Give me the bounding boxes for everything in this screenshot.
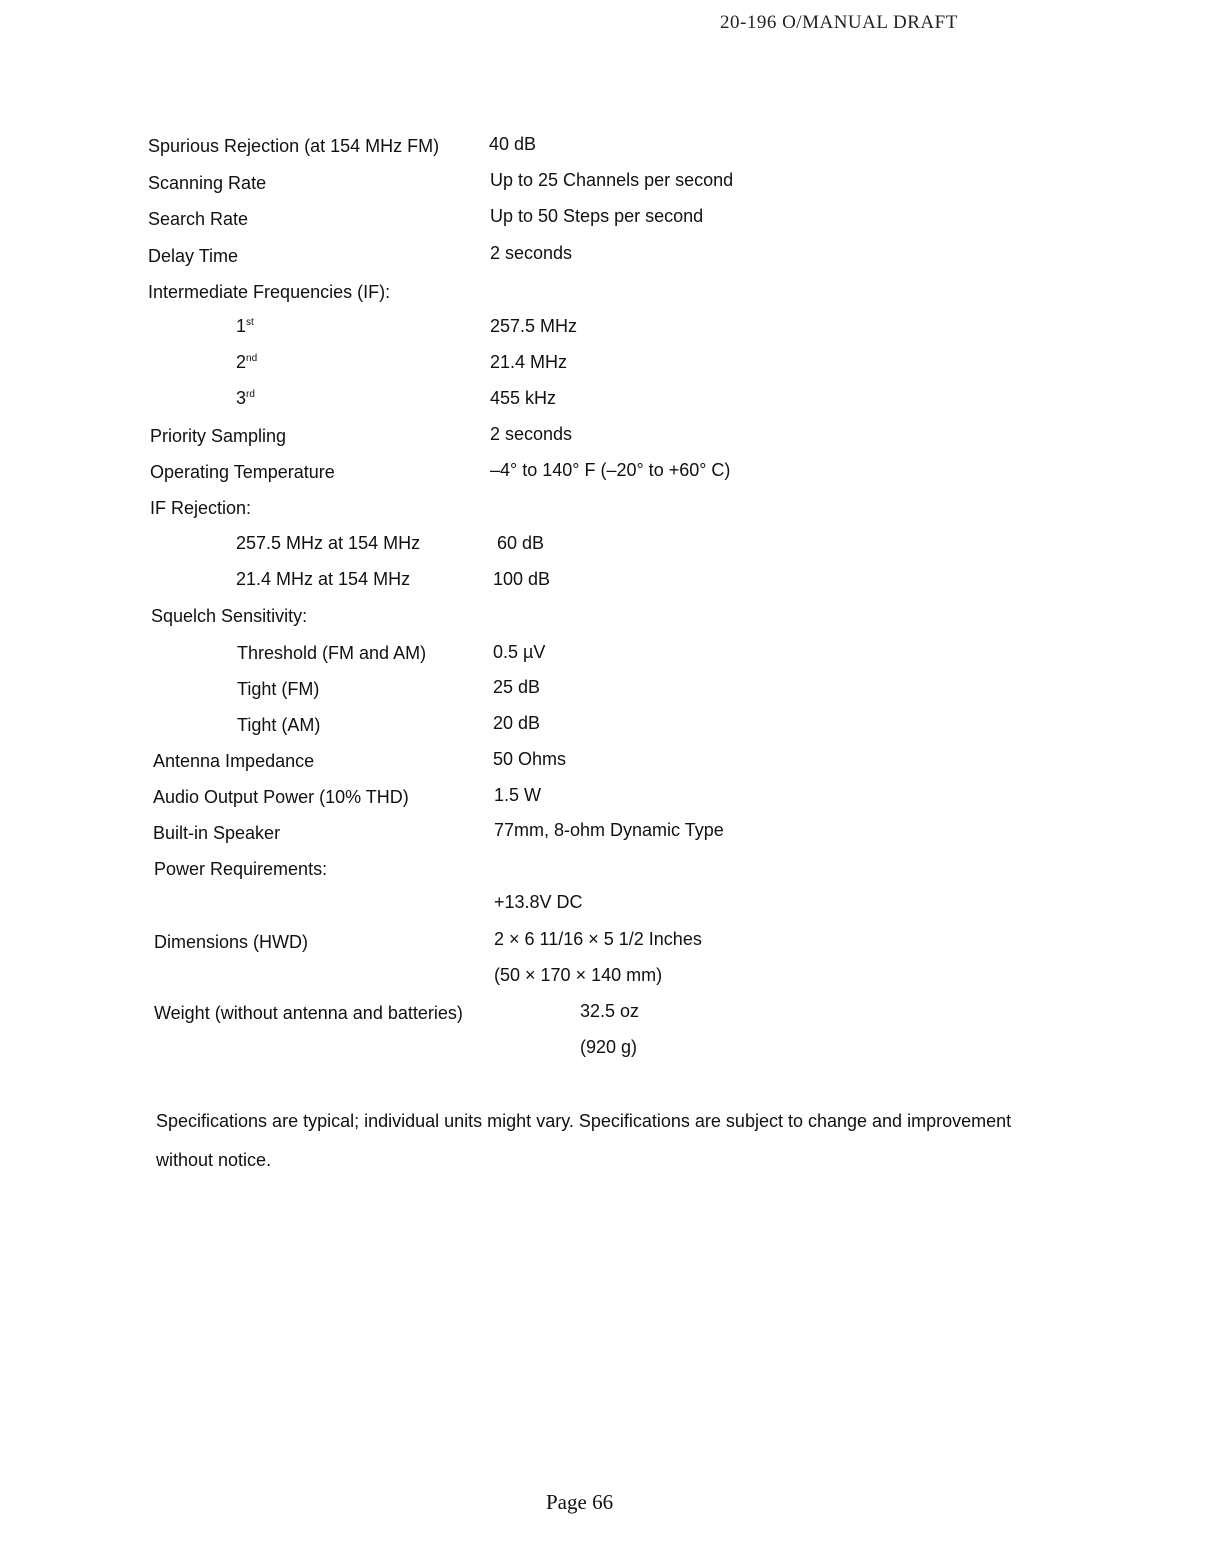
antenna-impedance-value: 50 Ohms — [493, 749, 567, 769]
dimensions-mm-value: (50 × 170 × 140 mm) — [494, 965, 663, 985]
audio-output-value: 1.5 W — [494, 785, 542, 805]
dimensions-inches-value: 2 × 6 11/16 × 5 1/2 Inches — [494, 929, 702, 949]
if-rejection-b-label: 21.4 MHz at 154 MHz — [236, 569, 411, 589]
squelch-tight-fm-value: 25 dB — [493, 677, 541, 697]
operating-temperature-value: –4° to 140° F (–20° to +60° C) — [490, 460, 731, 480]
if-second-value: 21.4 MHz — [490, 352, 568, 372]
speaker-value: 77mm, 8-ohm Dynamic Type — [494, 820, 724, 840]
squelch-tight-am-value: 20 dB — [493, 713, 541, 733]
weight-oz-value: 32.5 oz — [580, 1001, 640, 1021]
priority-sampling-label: Priority Sampling — [150, 426, 287, 446]
if-first-value: 257.5 MHz — [490, 316, 578, 336]
if-rejection-b-value: 100 dB — [493, 569, 551, 589]
squelch-sensitivity-label: Squelch Sensitivity: — [151, 606, 308, 626]
if-third-value: 455 kHz — [490, 388, 557, 408]
search-rate-label: Search Rate — [148, 209, 249, 229]
document-header: 20-196 O/MANUAL DRAFT — [720, 12, 958, 33]
specifications-note: Specifications are typical; individual units might vary. Specifications are subject to change and improvement without notice. — [156, 1111, 1012, 1170]
if-rejection-label: IF Rejection: — [150, 498, 252, 518]
delay-time-label: Delay Time — [148, 246, 239, 266]
spurious-rejection-value: 40 dB — [489, 134, 537, 154]
if-first-label: 1st — [236, 316, 254, 336]
power-requirements-value: +13.8V DC — [494, 892, 583, 912]
intermediate-frequencies-label: Intermediate Frequencies (IF): — [148, 282, 391, 302]
delay-time-value: 2 seconds — [490, 243, 573, 263]
antenna-impedance-label: Antenna Impedance — [153, 751, 315, 771]
squelch-threshold-value: 0.5 µV — [493, 642, 546, 662]
operating-temperature-label: Operating Temperature — [150, 462, 335, 482]
if-rejection-a-value: 60 dB — [497, 533, 545, 553]
weight-label: Weight (without antenna and batteries) — [154, 1003, 463, 1023]
priority-sampling-value: 2 seconds — [490, 424, 573, 444]
squelch-threshold-label: Threshold (FM and AM) — [237, 643, 427, 663]
if-third-label: 3rd — [236, 388, 255, 408]
spurious-rejection-label: Spurious Rejection (at 154 MHz FM) — [148, 136, 440, 156]
squelch-tight-fm-label: Tight (FM) — [237, 679, 320, 699]
scanning-rate-value: Up to 25 Channels per second — [490, 170, 734, 190]
speaker-label: Built-in Speaker — [153, 823, 281, 843]
page-number: Page 66 — [546, 1490, 614, 1514]
power-requirements-label: Power Requirements: — [154, 859, 328, 879]
if-second-label: 2nd — [236, 352, 258, 372]
squelch-tight-am-label: Tight (AM) — [237, 715, 321, 735]
search-rate-value: Up to 50 Steps per second — [490, 206, 704, 226]
weight-g-value: (920 g) — [580, 1037, 638, 1057]
scanning-rate-label: Scanning Rate — [148, 173, 267, 193]
audio-output-label: Audio Output Power (10% THD) — [153, 787, 409, 807]
dimensions-label: Dimensions (HWD) — [154, 932, 309, 952]
if-rejection-a-label: 257.5 MHz at 154 MHz — [236, 533, 421, 553]
